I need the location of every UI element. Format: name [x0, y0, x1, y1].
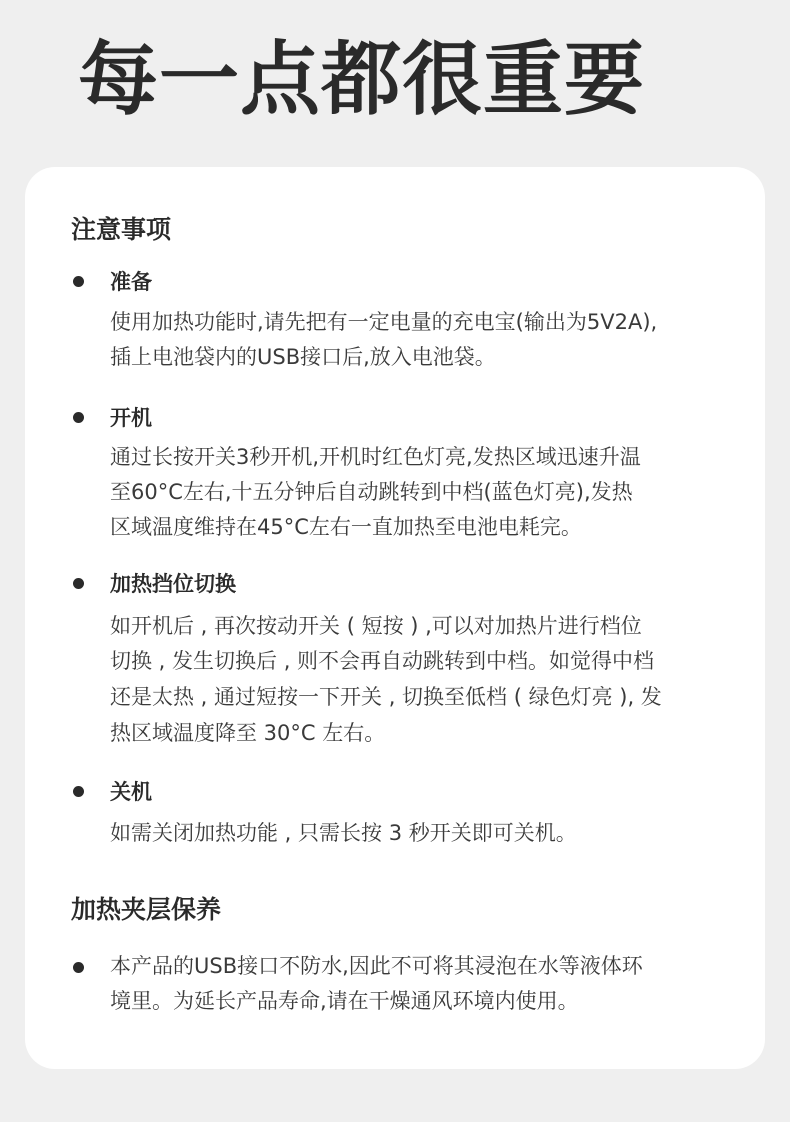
- bullet-icon: [73, 578, 84, 589]
- item-title-prepare: 准备: [110, 270, 152, 294]
- bullet-icon: [73, 962, 84, 973]
- item-text-line: 切换 , 发生切换后 , 则不会再自动跳转到中档。如觉得中档: [110, 649, 655, 673]
- section-heading-care: 加热夹层保养: [71, 895, 222, 924]
- bullet-icon: [73, 786, 84, 797]
- item-text-line: 区域温度维持在45°C左右一直加热至电池电耗完。: [110, 515, 582, 539]
- item-title-heat-level-switch: 加热挡位切换: [110, 572, 236, 596]
- item-title-power-on: 开机: [110, 406, 152, 430]
- item-text-line: 本产品的USB接口不防水,因此不可将其浸泡在水等液体环: [110, 954, 643, 978]
- item-text-line: 插上电池袋内的USB接口后,放入电池袋。: [110, 345, 496, 369]
- item-text-line: 通过长按开关3秒开机,开机时红色灯亮,发热区域迅速升温: [110, 445, 641, 469]
- bullet-icon: [73, 276, 84, 287]
- item-text-line: 使用加热功能时,请先把有一定电量的充电宝(输出为5V2A),: [110, 310, 658, 334]
- item-text-line: 如开机后 , 再次按动开关 ( 短按 ) ,可以对加热片进行档位: [110, 614, 642, 638]
- instructions-card: [25, 167, 765, 1069]
- item-text-line: 如需关闭加热功能 , 只需长按 3 秒开关即可关机。: [110, 821, 577, 845]
- bullet-icon: [73, 412, 84, 423]
- page-title: 每一点都很重要: [78, 33, 645, 126]
- item-title-power-off: 关机: [110, 780, 152, 804]
- item-text-line: 热区域温度降至 30°C 左右。: [110, 721, 386, 745]
- section-heading-notes: 注意事项: [71, 215, 172, 244]
- item-text-line: 至60°C左右,十五分钟后自动跳转到中档(蓝色灯亮),发热: [110, 480, 633, 504]
- item-text-line: 还是太热 , 通过短按一下开关 , 切换至低档 ( 绿色灯亮 ), 发: [110, 685, 662, 709]
- item-text-line: 境里。为延长产品寿命,请在干燥通风环境内使用。: [110, 989, 579, 1013]
